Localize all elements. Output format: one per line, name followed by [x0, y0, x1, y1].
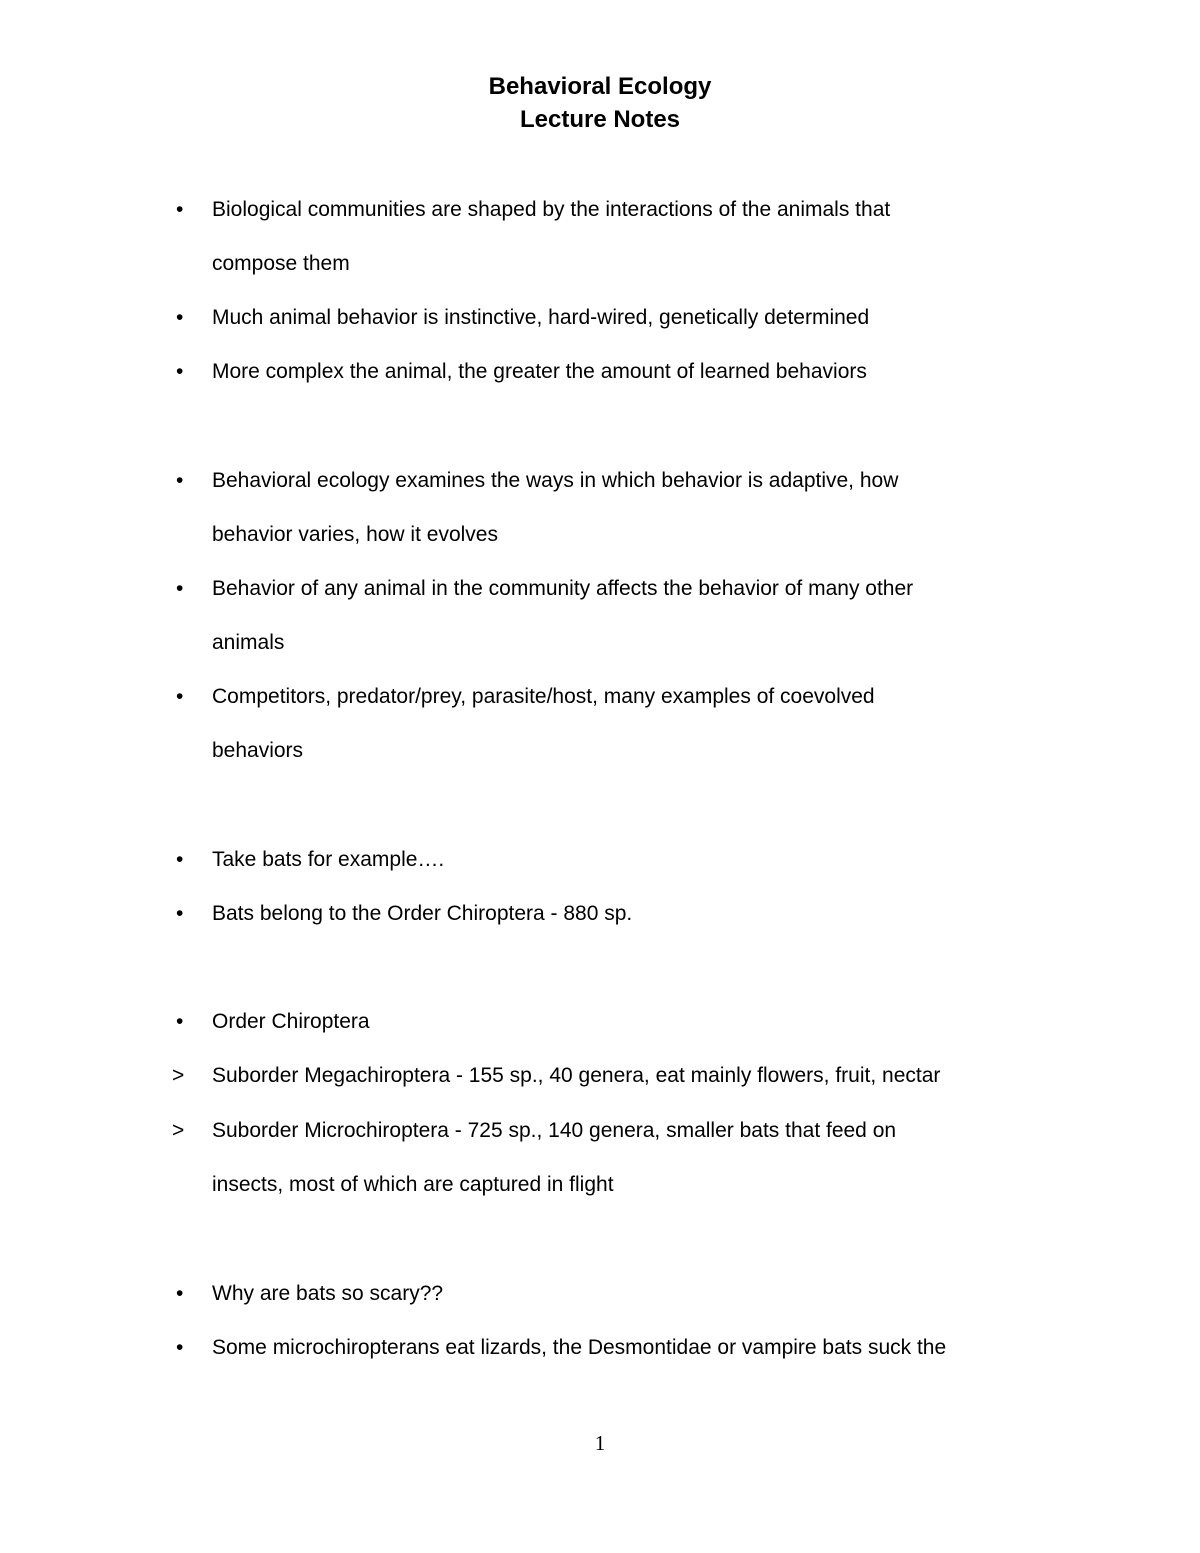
list-item-line: More complex the animal, the greater the amount of learned behaviors: [212, 360, 867, 383]
list-item-text: [212, 995, 1052, 1049]
bullet-marker: •: [176, 902, 184, 925]
list-item-line: compose them: [212, 252, 350, 275]
list-item-line: Suborder Megachiroptera - 155 sp., 40 genera, eat mainly flowers, fruit, nectar: [212, 1064, 941, 1087]
list-item-line: insects, most of which are captured in flight: [212, 1173, 614, 1196]
list-item-line: Behavioral ecology examines the ways in which behavior is adaptive, how: [212, 469, 899, 492]
list-item-line: Why are bats so scary??: [212, 1282, 444, 1305]
list-item-line: Competitors, predator/prey, parasite/host, many examples of coevolved: [212, 685, 875, 708]
bullet-marker: •: [176, 360, 184, 383]
bullet-marker: •: [176, 198, 184, 221]
list-item-line: behavior varies, how it evolves: [212, 523, 498, 546]
list-item-line: Take bats for example….: [212, 848, 445, 871]
bullet-marker: •: [176, 685, 184, 708]
arrow-marker: >: [172, 1064, 185, 1087]
document-subtitle: Lecture Notes: [519, 106, 681, 133]
list-item-line: animals: [212, 631, 285, 654]
list-item-text: [212, 1104, 1052, 1212]
list-item-line: Much animal behavior is instinctive, hard-wired, genetically determined: [212, 306, 870, 329]
page-number: 1: [594, 1431, 606, 1455]
list-item-text: [212, 454, 1052, 562]
bullet-marker: •: [176, 848, 184, 871]
list-item-line: Behavior of any animal in the community affects the behavior of many other: [212, 577, 914, 600]
title-block: [0, 70, 1200, 136]
list-item-text: [212, 1267, 1052, 1321]
list-item-text: [212, 291, 1052, 345]
bullet-marker: •: [176, 469, 184, 492]
list-item-text: [212, 887, 1052, 941]
list-item-text: [212, 833, 1052, 887]
list-item-line: Biological communities are shaped by the interactions of the animals that: [212, 198, 891, 221]
list-item-text: [212, 562, 1052, 670]
bullet-marker: •: [176, 1336, 184, 1359]
list-item-text: [212, 1321, 1052, 1375]
bullet-marker: •: [176, 577, 184, 600]
bullet-marker: •: [176, 306, 184, 329]
list-item-text: [212, 670, 1052, 778]
document-title: Behavioral Ecology: [488, 73, 712, 100]
list-item-text: [212, 345, 1052, 399]
list-item-line: behaviors: [212, 739, 304, 762]
list-item-line: Bats belong to the Order Chiroptera - 880 sp.: [212, 902, 633, 925]
list-item-line: Suborder Microchiroptera - 725 sp., 140 genera, smaller bats that feed on: [212, 1119, 897, 1142]
bullet-marker: •: [176, 1282, 184, 1305]
list-item-line: Order Chiroptera: [212, 1010, 370, 1033]
list-item-line: Some microchiropterans eat lizards, the Desmontidae or vampire bats suck the: [212, 1336, 947, 1359]
list-item-text: [212, 1049, 1052, 1103]
arrow-marker: >: [172, 1119, 185, 1142]
bullet-marker: •: [176, 1010, 184, 1033]
list-item-text: [212, 183, 1052, 291]
